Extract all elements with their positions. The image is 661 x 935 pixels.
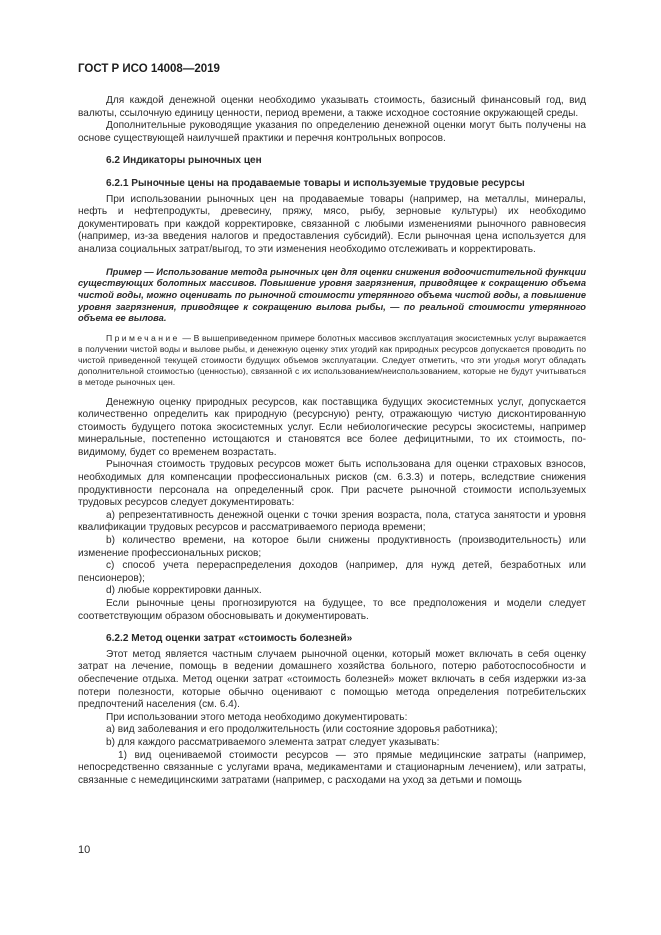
- document-header: ГОСТ Р ИСО 14008—2019: [78, 63, 220, 75]
- example-text: — Использование метода рыночных цен для оценки снижения водоочистительной функции существующих болотных массивов. Повышение уровня загрязнения, приводящее к сокращению объема чистой воды, можно оценивать по рыночной стоимости утерянного объема чистой воды, а повышение уровня загрязнения, приводящее к сокращению вылова рыбы, — по реальной стоимости утерянного объема ее вылова.: [78, 266, 586, 324]
- paragraph: Для каждой денежной оценки необходимо указывать стоимость, базисный финансовый год, вид валюты, ссылочную единицу ценности, период времени, а также исходное состояние окружающей среды.: [78, 95, 586, 119]
- paragraph: Если рыночные цены прогнозируются на будущее, то все предположения и модели следует соответствующим образом обосновывать и документировать.: [78, 598, 586, 622]
- paragraph: При использовании рыночных цен на продаваемые товары (например, на металлы, минералы, нефть и нефтепродукты, древесину, пряжу, мясо, рыбу, зерновые культуры) их необходимо документировать при каждой корректировке, связанной с любыми изменениями рыночного равновесия (например, из-за введения налогов и предоставления субсидий). Если рыночная цена используется для анализа социальных затрат/выгод, то эти изменения необходимо отслеживать и корректировать.: [78, 193, 586, 255]
- section-heading-6-2-1: 6.2.1 Рыночные цены на продаваемые товары и используемые трудовые ресурсы: [106, 177, 525, 189]
- note-block: [78, 333, 586, 388]
- example-block: [78, 267, 586, 326]
- list-item: c) способ учета перераспределения доходов (например, для нужд детей, безработных или пенсионеров);: [78, 560, 586, 584]
- section-heading-6-2: 6.2 Индикаторы рыночных цен: [106, 155, 262, 167]
- paragraph: Этот метод является частным случаем рыночной оценки, который может включать в себя оценку затрат на лечение, помощь в ведении домашнего хозяйства больного, потерю работоспособности и обеспечение отдыха. Метод оценки затрат «стоимость болезней» может включать в себя издержки из-за потери полезности, которые обычно оценивают с помощью метода определения потребительских предпочтений населения (см. 6.4).: [78, 648, 586, 711]
- list-item: 1) вид оцениваемой стоимости ресурсов — это прямые медицинские затраты (например, непосредственно связанные с услугами врача, медикаментами и стационарным лечением), или затраты, связанные с немедицинскими затратами (например, с расходами на уход за детьми и помощь: [78, 749, 586, 786]
- paragraph: Рыночная стоимость трудовых ресурсов может быть использована для оценки страховых взносов, необходимых для компенсации профессиональных рисков (см. 6.3.3) и потерь, вследствие снижения продуктивности персонала на определенный срок. При расчете рыночной стоимости используемых трудовых ресурсов следует документировать:: [78, 459, 586, 509]
- list-item: a) вид заболевания и его продолжительность (или состояние здоровья работника);: [106, 724, 498, 736]
- section-heading-6-2-2: 6.2.2 Метод оценки затрат «стоимость болезней»: [106, 633, 353, 645]
- note-text: — В вышеприведенном примере болотных массивов эксплуатация экосистемных услуг выражается в получении чистой воды и вылове рыбы, и денежную оценку этих угодий как природных ресурсов допускается проводить по чистой приведенной текущей стоимости будущих объемов эксплуатации. Следует отметить, что эти угодья могут обладать дополнительной стоимостью (ценностью), связанной с их использованием/неиспользованием, которые не будут учитываться в методе рыночных цен.: [78, 333, 586, 388]
- paragraph: Денежную оценку природных ресурсов, как поставщика будущих экосистемных услуг, допускается количественно определить как природную (ресурсную) ренту, отражающую чистую дисконтированную стоимость будущего потока экосистемных услуг. Если небиологические ресурсы экосистемы, например минеральные, постепенно истощаются и становятся все более дефицитными, то их стоимость, по-видимому, будет со временем возрастать.: [78, 396, 586, 458]
- paragraph: При использовании этого метода необходимо документировать:: [106, 711, 408, 723]
- list-item: b) для каждого рассматриваемого элемента затрат следует указывать:: [106, 736, 440, 748]
- note-label: Примечание: [106, 333, 180, 344]
- paragraph: Дополнительные руководящие указания по определению денежной оценки могут быть получены на основе существующей наилучшей практики и перечня контрольных вопросов.: [78, 120, 586, 144]
- list-item: d) любые корректировки данных.: [106, 585, 262, 597]
- page-number: 10: [78, 844, 91, 856]
- list-item: b) количество времени, на которое были снижены продуктивность (производительность) или изменение профессиональных рисков;: [78, 535, 586, 559]
- list-item: a) репрезентативность денежной оценки с точки зрения возраста, пола, статуса занятости и уровня квалификации трудовых ресурсов и рассматриваемого периода времени;: [78, 509, 586, 534]
- example-label: Пример: [106, 266, 142, 277]
- document-body: [78, 95, 586, 787]
